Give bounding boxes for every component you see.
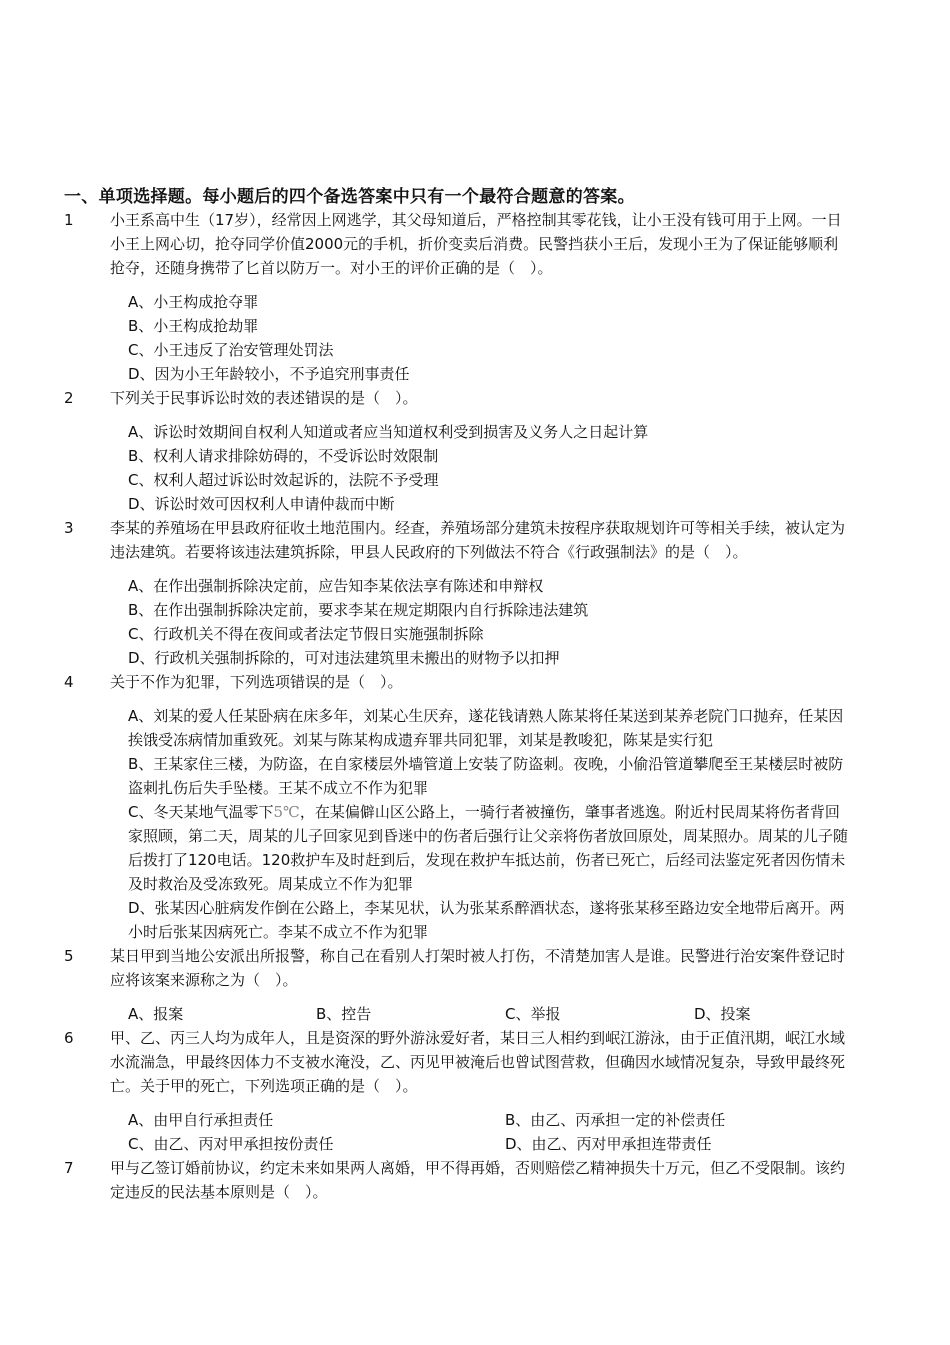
question-number: 5 [64, 947, 74, 965]
question-stem: 甲、乙、丙三人均为成年人，且是资深的野外游泳爱好者，某日三人相约到岷江游泳，由于正值汛期，岷江水域水流湍急，甲最终因体力不支被水淹没，乙、丙见甲被淹后也曾试图营救，但确因水域情况复杂，导致甲最终死亡。关于甲的死亡，下列选项正确的是（ ）。 [110, 1029, 846, 1095]
section-title: 一、单项选择题。每小题后的四个备选答案中只有一个最符合题意的答案。 [64, 187, 635, 207]
option-c-text-end: ，在某偏僻山区公路上，一骑行者被撞伤，肇事者逃逸。附近村民周某将伤者背回家照顾，第二天，周某的儿子回家见到昏迷中的伤者后强行让父亲将伤者放回原处，周某照办。周某的儿子随后拨打了120电话。120救护车及时赶到后，发现在救护车抵达前，伤者已死亡，后经司法鉴定死者因伤情未及时救治及受冻致死。周某成立不作为犯罪 [128, 803, 849, 893]
question-2 [0, 386, 950, 516]
question-stem: 某日甲到当地公安派出所报警，称自己在看别人打架时被人打伤，不清楚加害人是谁。民警进行治安案件登记时应将该案来源称之为（ ）。 [110, 947, 846, 989]
option-d: D、由乙、丙对甲承担连带责任 [505, 1135, 712, 1153]
question-list [0, 208, 950, 1204]
question-number: 4 [64, 673, 74, 691]
option-d: D、投案 [694, 1005, 751, 1023]
option-c: C、小王违反了治安管理处罚法 [128, 341, 334, 359]
option-d: D、诉讼时效可因权利人申请仲裁而中断 [128, 495, 395, 513]
option-d: D、因为小王年龄较小，不予追究刑事责任 [128, 365, 410, 383]
question-number: 2 [64, 389, 74, 407]
question-number: 6 [64, 1029, 74, 1047]
question-stem: 下列关于民事诉讼时效的表述错误的是（ ）。 [110, 389, 418, 407]
question-number: 7 [64, 1159, 74, 1177]
option-d: D、行政机关强制拆除的，可对违法建筑里未搬出的财物予以扣押 [128, 649, 560, 667]
option-b: B、权利人请求排除妨碍的，不受诉讼时效限制 [128, 447, 439, 465]
question-stem: 甲与乙签订婚前协议，约定未来如果两人离婚，甲不得再婚，否则赔偿乙精神损失十万元，但乙不受限制。该约定违反的民法基本原则是（ ）。 [110, 1159, 846, 1201]
question-1 [0, 208, 950, 386]
option-a: A、小王构成抢夺罪 [128, 293, 259, 311]
question-number: 3 [64, 519, 74, 537]
option-a: A、由甲自行承担责任 [128, 1111, 274, 1129]
option-c: C、举报 [505, 1005, 561, 1023]
option-c-text-start: C、冬天某地气温零下 [128, 803, 274, 821]
question-stem: 李某的养殖场在甲县政府征收土地范围内。经查，养殖场部分建筑未按程序获取规划许可等相关手续，被认定为违法建筑。若要将该违法建筑拆除，甲县人民政府的下列做法不符合《行政强制法》的是（ ）。 [110, 519, 846, 561]
question-stem: 小王系高中生（17岁），经常因上网逃学，其父母知道后，严格控制其零花钱，让小王没有钱可用于上网。一日小王上网心切，抢夺同学价值2000元的手机，折价变卖后消费。民警挡获小王后，发现小王为了保证能够顺利抢夺，还随身携带了匕首以防万一。对小王的评价正确的是（ ）。 [110, 211, 842, 277]
option-c: C、由乙、丙对甲承担按份责任 [128, 1135, 334, 1153]
option-list [128, 1002, 854, 1026]
option-b: B、王某家住三楼，为防盗，在自家楼层外墙管道上安装了防盗刺。夜晚，小偷沿管道攀爬至王某楼层时被防盗刺扎伤后失手坠楼。王某不成立不作为犯罪 [128, 755, 844, 797]
option-c: C、行政机关不得在夜间或者法定节假日实施强制拆除 [128, 625, 484, 643]
option-list [128, 420, 854, 516]
option-b: B、由乙、丙承担一定的补偿责任 [505, 1111, 726, 1129]
option-a: A、诉讼时效期间自权利人知道或者应当知道权利受到损害及义务人之日起计算 [128, 423, 649, 441]
option-b: B、小王构成抢劫罪 [128, 317, 259, 335]
question-6 [0, 1026, 950, 1156]
question-stem: 关于不作为犯罪，下列选项错误的是（ ）。 [110, 673, 403, 691]
question-3 [0, 516, 950, 670]
option-list [128, 1108, 854, 1156]
option-a: A、在作出强制拆除决定前，应告知李某依法享有陈述和申辩权 [128, 577, 544, 595]
option-b: B、在作出强制拆除决定前，要求李某在规定期限内自行拆除违法建筑 [128, 601, 589, 619]
option-a: A、报案 [128, 1005, 184, 1023]
option-list [128, 704, 854, 944]
question-7 [0, 1156, 950, 1204]
option-list [128, 290, 854, 386]
question-5 [0, 944, 950, 1026]
temperature-value: 5℃ [273, 803, 300, 821]
question-4 [0, 670, 950, 944]
option-list [128, 574, 854, 670]
option-c [128, 800, 854, 896]
option-a: A、刘某的爱人任某卧病在床多年，刘某心生厌弃，遂花钱请熟人陈某将任某送到某养老院门口抛弃，任某因挨饿受冻病情加重致死。刘某与陈某构成遗弃罪共同犯罪，刘某是教唆犯，陈某是实行犯 [128, 707, 844, 749]
option-c: C、权利人超过诉讼时效起诉的，法院不予受理 [128, 471, 439, 489]
option-b: B、控告 [316, 1005, 372, 1023]
option-d: D、张某因心脏病发作倒在公路上，李某见状，认为张某系醉酒状态，遂将张某移至路边安全地带后离开。两小时后张某因病死亡。李某不成立不作为犯罪 [128, 899, 845, 941]
question-number: 1 [64, 211, 74, 229]
